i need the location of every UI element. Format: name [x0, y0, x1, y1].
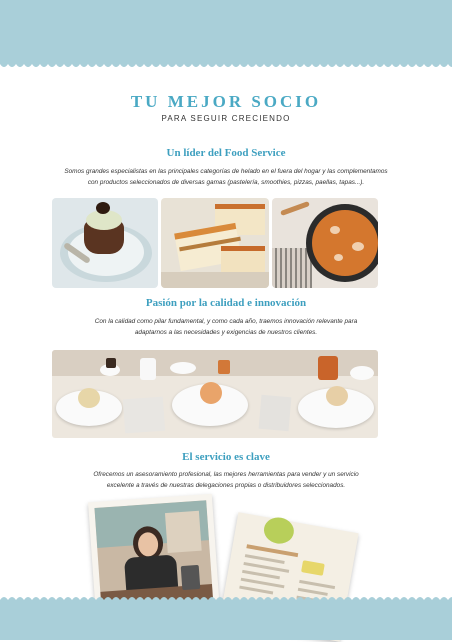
photo-cake-slices: [161, 198, 269, 288]
bottom-decorative-band: [0, 600, 452, 640]
page-title: TU MEJOR SOCIO: [130, 92, 322, 111]
photo-dessert-table: [52, 350, 378, 438]
section-heading-quality: Pasión por la calidad e innovación: [145, 297, 307, 309]
photo-chocolate-dessert: [52, 198, 158, 288]
section-text-line: Somos grandes especialistas en las principales categorías de helado en el fuera del hogar y las complementamos: [64, 168, 388, 175]
section-text-quality: [30, 316, 422, 338]
section-text-line: adaptarnos a las necesidades y exigencias de nuestros clientes.: [134, 329, 318, 336]
section-heading-service: El servicio es clave: [182, 451, 270, 463]
top-scalloped-edge: [0, 58, 452, 70]
top-decorative-band: [0, 0, 452, 64]
section-text-service: [30, 469, 422, 491]
section-text-line: excelente a través de nuestras delegaciones propias o distribuidores seleccionados.: [106, 482, 346, 489]
page-subtitle: PARA SEGUIR CRECIENDO: [161, 114, 291, 123]
section-text-food-service: [30, 166, 422, 188]
section-heading-food-service: Un líder del Food Service: [166, 147, 286, 159]
section-text-line: Ofrecemos un asesoramiento profesional, las mejores herramientas para vender y un servicio: [93, 471, 359, 478]
section-text-line: con productos seleccionados de diversas gamas (pastelería, smoothies, pizzas, paellas, tapas...).: [87, 179, 365, 186]
section-text-line: Con la calidad como pilar fundamental, y como cada año, traemos innovación relevante para: [94, 318, 358, 325]
photo-paella: [272, 198, 378, 288]
